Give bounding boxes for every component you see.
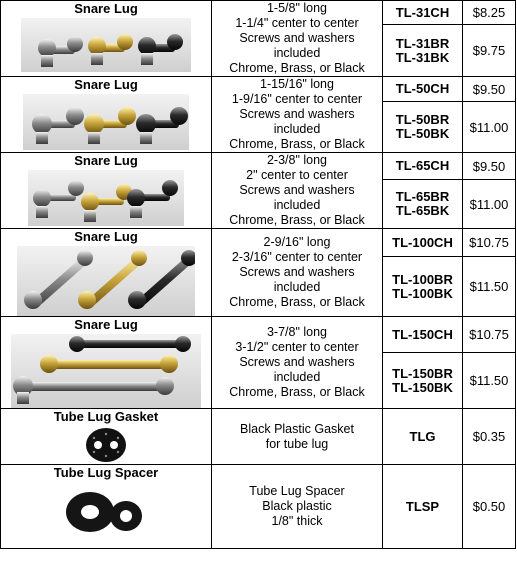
part-number	[383, 409, 463, 465]
desc-line: Screws and washers	[239, 265, 355, 279]
desc-line: Chrome, Brass, or Black	[229, 61, 365, 75]
part-code: TL-31BR	[395, 35, 450, 51]
part-code: TL-50CH	[395, 81, 450, 97]
desc-line: included	[273, 280, 321, 294]
price: $11.00	[463, 102, 516, 153]
part-code: TL-31CH	[395, 4, 450, 20]
part-number	[383, 353, 463, 409]
product-description	[212, 1, 383, 77]
snare-lug-photo	[11, 334, 201, 408]
part-number	[383, 153, 463, 180]
price: $0.50	[463, 465, 516, 549]
part-code: TL-150BK	[392, 379, 453, 395]
table-row	[1, 153, 516, 180]
snare-lug-photo	[23, 94, 189, 150]
desc-line: Chrome, Brass, or Black	[229, 213, 365, 227]
part-code: TL-65BR	[395, 189, 450, 204]
price: $0.35	[463, 409, 516, 465]
product-cell	[1, 153, 212, 229]
product-name: Snare Lug	[74, 229, 138, 244]
part-code: TL-65BK	[395, 203, 450, 218]
part-number	[383, 317, 463, 353]
desc-line: Screws and washers	[239, 355, 355, 369]
part-code: TL-100CH	[392, 234, 453, 250]
part-code: TLSP	[405, 498, 440, 514]
part-number	[383, 180, 463, 229]
product-name: Snare Lug	[74, 153, 138, 168]
desc-line: 1-1/4" center to center	[235, 16, 359, 30]
product-description	[212, 409, 383, 465]
desc-line: 2-9/16" long	[263, 235, 331, 249]
product-cell	[1, 409, 212, 465]
part-number	[383, 465, 463, 549]
product-cell	[1, 229, 212, 317]
gasket-photo	[84, 426, 128, 464]
desc-line: Black plastic	[262, 499, 332, 513]
desc-line: 3-1/2" center to center	[235, 340, 359, 354]
part-number	[383, 102, 463, 153]
snare-lug-photo	[21, 18, 191, 72]
desc-line: 3-7/8" long	[266, 325, 328, 339]
spacer-photo	[56, 482, 156, 538]
table-row	[1, 409, 516, 465]
price: $11.50	[463, 353, 516, 409]
part-number	[383, 1, 463, 25]
desc-line: included	[273, 370, 321, 384]
table-row	[1, 465, 516, 549]
desc-line: included	[273, 198, 321, 212]
desc-line: 2-3/16" center to center	[231, 250, 363, 264]
product-description	[212, 77, 383, 153]
price: $10.75	[463, 229, 516, 257]
desc-line: included	[273, 46, 321, 60]
part-number	[383, 229, 463, 257]
desc-line: Chrome, Brass, or Black	[229, 295, 365, 309]
product-name: Snare Lug	[74, 1, 138, 16]
price: $10.75	[463, 317, 516, 353]
desc-line: Chrome, Brass, or Black	[229, 385, 365, 399]
price: $11.00	[463, 180, 516, 229]
part-number	[383, 77, 463, 102]
product-name: Tube Lug Gasket	[53, 409, 159, 424]
table-row	[1, 229, 516, 257]
price: $9.50	[463, 77, 516, 102]
product-description	[212, 153, 383, 229]
part-code: TL-65CH	[395, 158, 450, 173]
desc-line: Chrome, Brass, or Black	[229, 137, 365, 151]
part-number	[383, 25, 463, 77]
product-cell	[1, 1, 212, 77]
product-cell	[1, 317, 212, 409]
part-code: TL-31BK	[395, 49, 450, 65]
desc-line: for tube lug	[265, 436, 329, 451]
price: $9.75	[463, 25, 516, 77]
product-description	[212, 317, 383, 409]
part-code: TL-150CH	[392, 326, 453, 342]
price: $9.50	[463, 153, 516, 180]
part-code: TLG	[409, 428, 436, 444]
part-number	[383, 257, 463, 317]
snare-lug-photo	[17, 246, 195, 316]
table-row	[1, 77, 516, 102]
product-cell	[1, 77, 212, 153]
price: $8.25	[463, 1, 516, 25]
table-row	[1, 1, 516, 25]
desc-line: Black Plastic Gasket	[240, 421, 354, 436]
table-row	[1, 317, 516, 353]
desc-line: 1-15/16" long	[260, 77, 334, 91]
part-code: TL-50BK	[395, 126, 450, 142]
product-cell	[1, 465, 212, 549]
product-name: Tube Lug Spacer	[53, 465, 159, 480]
product-description	[212, 465, 383, 549]
product-description	[212, 229, 383, 317]
desc-line: 1/8" thick	[271, 514, 323, 528]
part-code: TL-100BR	[392, 271, 453, 287]
desc-line: included	[273, 122, 321, 136]
product-name: Snare Lug	[74, 317, 138, 332]
desc-line: Screws and washers	[239, 31, 355, 45]
desc-line: Screws and washers	[239, 107, 355, 121]
desc-line: Tube Lug Spacer	[249, 484, 345, 498]
price: $11.50	[463, 257, 516, 317]
part-code: TL-150BR	[392, 365, 453, 381]
snare-lug-photo	[28, 170, 184, 226]
desc-line: 1-9/16" center to center	[231, 92, 363, 106]
product-name: Snare Lug	[74, 77, 138, 92]
part-code: TL-50BR	[395, 112, 450, 128]
desc-line: Screws and washers	[239, 183, 355, 197]
desc-line: 2" center to center	[246, 168, 348, 182]
desc-line: 1-5/8" long	[266, 1, 328, 15]
part-code: TL-100BK	[392, 285, 453, 301]
desc-line: 2-3/8" long	[266, 153, 328, 167]
